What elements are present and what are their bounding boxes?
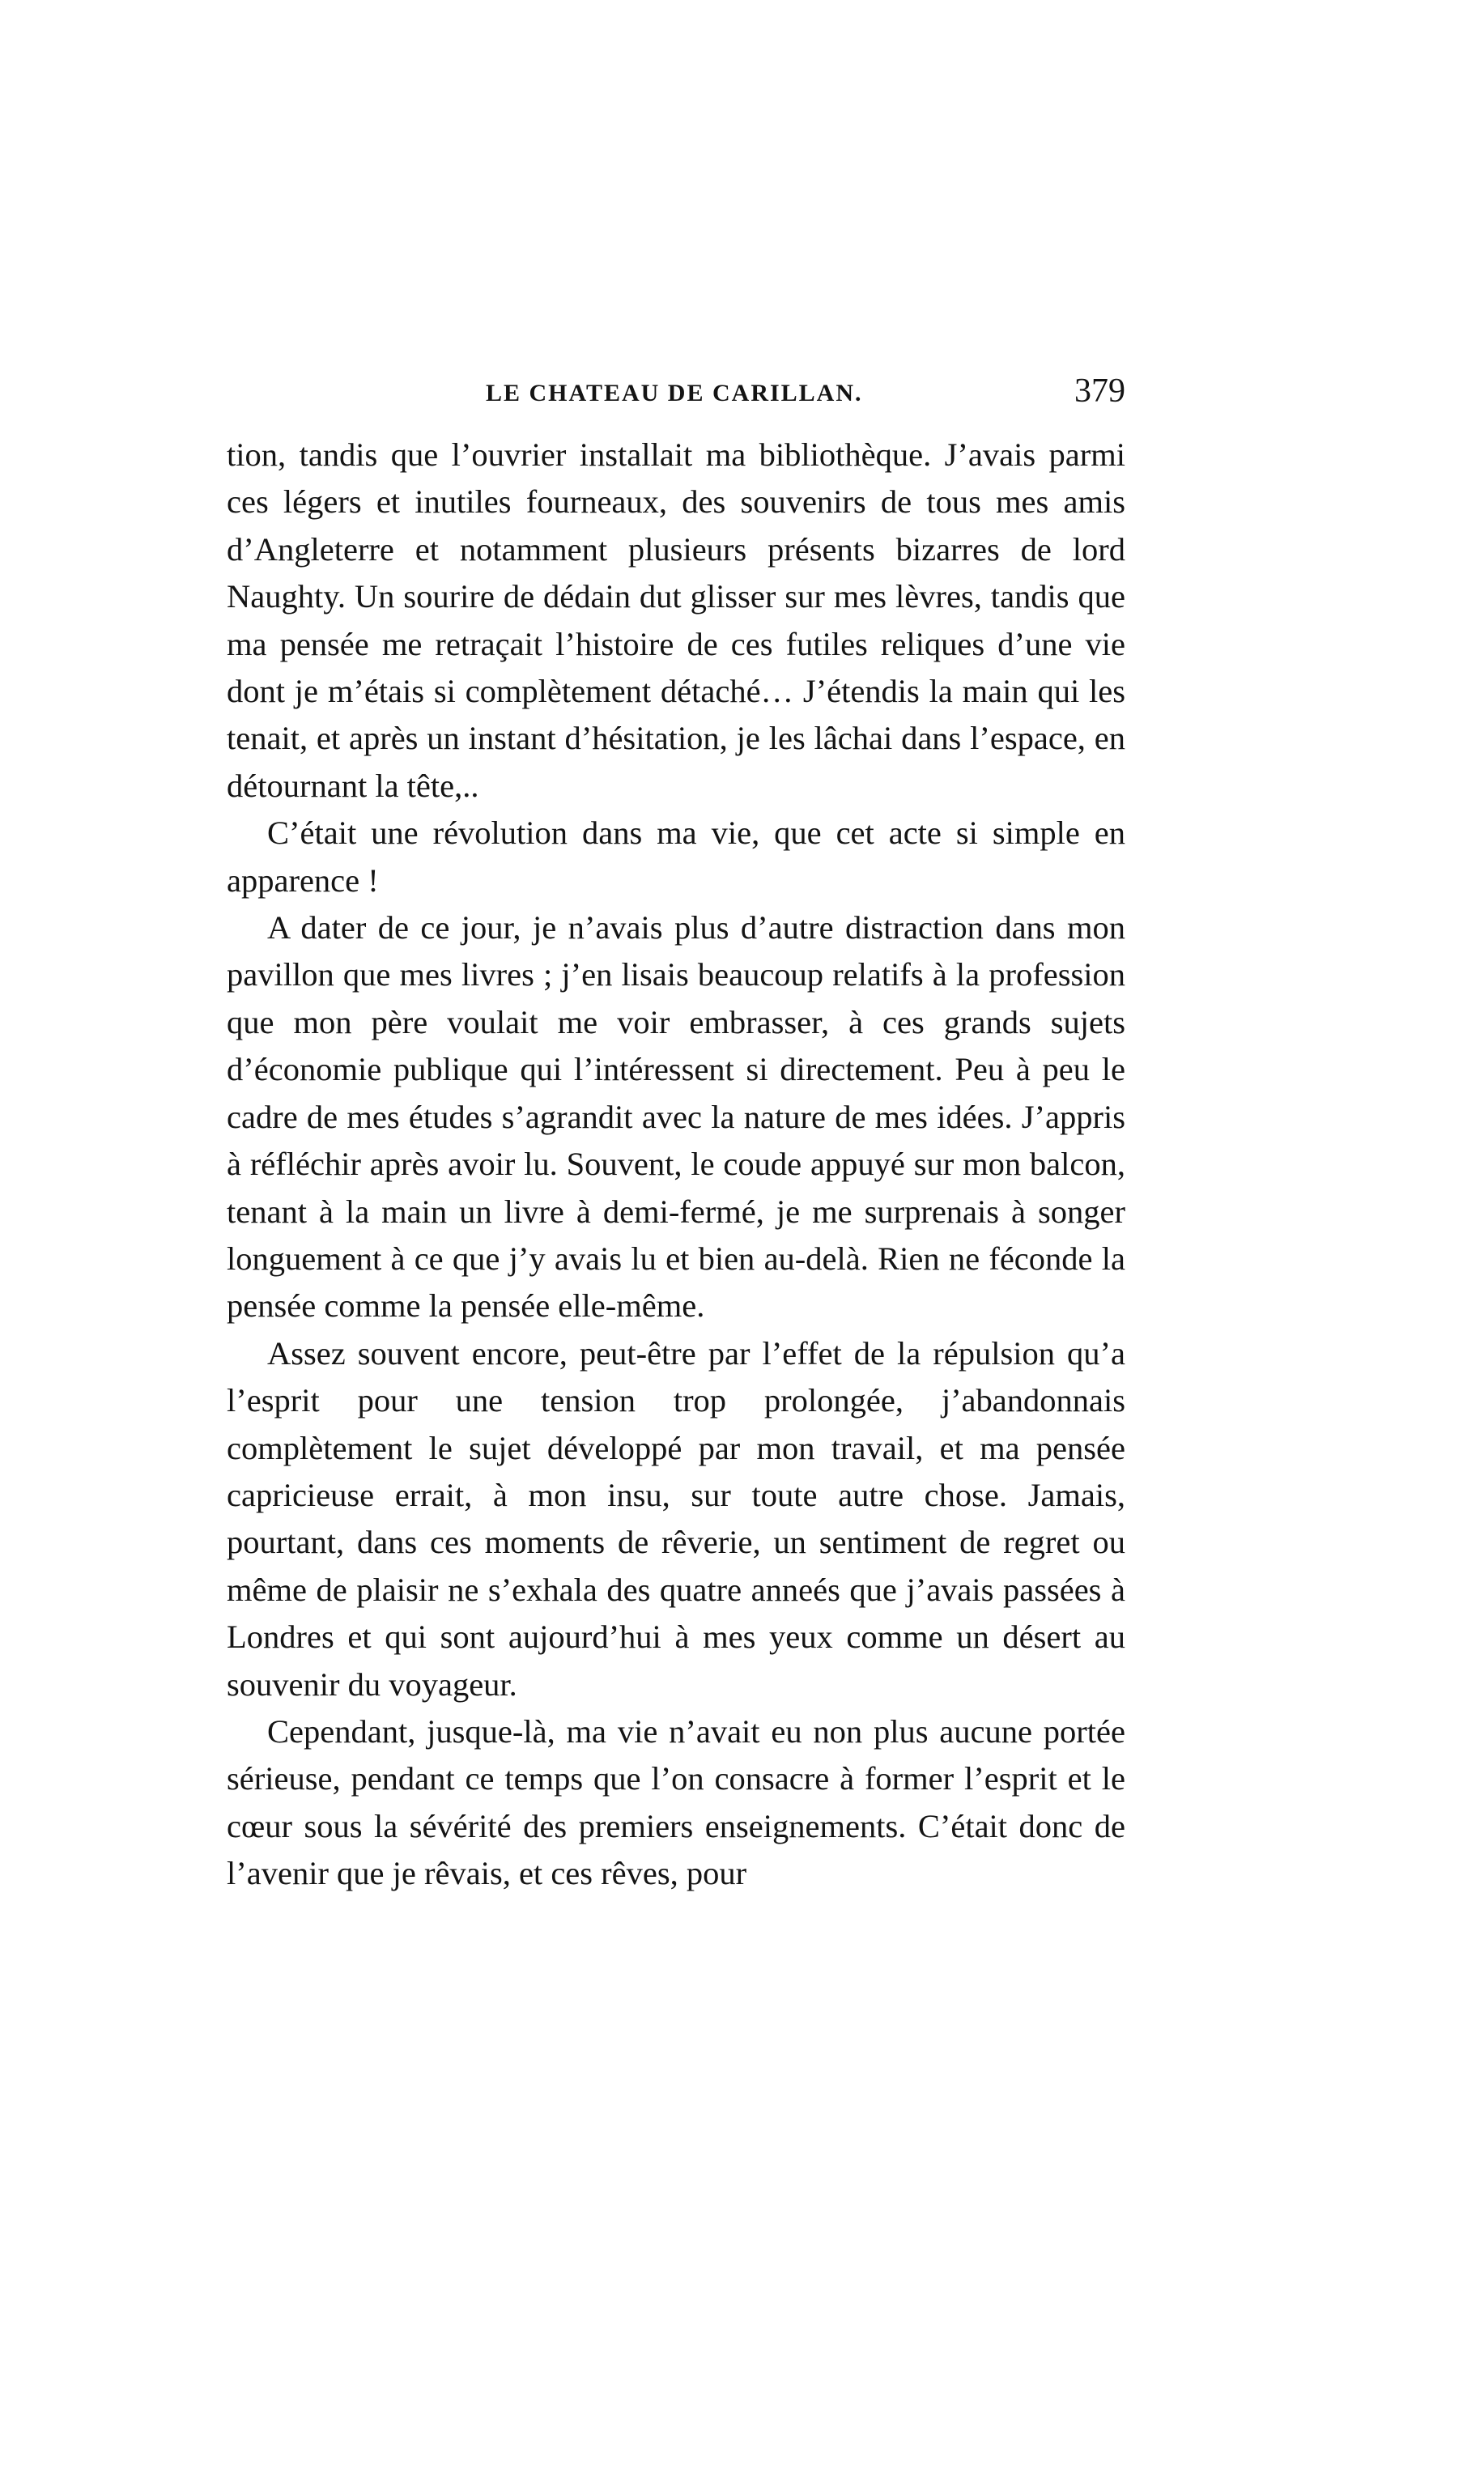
page-header <box>227 368 1125 425</box>
body-text <box>227 432 1125 1898</box>
paragraph: C’était une révolution dans ma vie, que cet acte si simple en apparence ! <box>227 815 1125 899</box>
paragraph: Cependant, jusque-là, ma vie n’avait eu non plus aucune portée sérieuse, pendant ce temps que l’on consacre à former l’esprit et le cœur sous la sévérité des premiers enseignements. C’était donc de l’avenir que je rêvais, et ces rêves, pour <box>227 1712 1125 1892</box>
paragraph: A dater de ce jour, je n’avais plus d’autre distraction dans mon pavillon que mes livres ; j’en lisais beaucoup relatifs à la profession que mon père voulait me voir embrasser, à ces grands sujets d’économie publique qui l’intéressent si directement. Peu à peu le cadre de mes études s’agrandit avec la nature de mes idées. J’appris à réfléchir après avoir lu. Souvent, le coude appuyé sur mon balcon, tenant à la main un livre à demi-fermé, je me surprenais à songer longuement à ce que j’y avais lu et bien au-delà. Rien ne féconde la pensée comme la pensée elle-même. <box>227 909 1125 1325</box>
paragraph: Assez souvent encore, peut-être par l’effet de la répulsion qu’a l’esprit pour une tension trop prolongée, j’abandonnais complètement le sujet développé par mon travail, et ma pensée capricieuse errait, à mon insu, sur toute autre chose. Jamais, pourtant, dans ces moments de rêverie, un sentiment de regret ou même de plaisir ne s’exhala des quatre anneés que j’avais passées à Londres et qui sont aujourd’hui à mes yeux comme un désert au souvenir du voyageur. <box>227 1334 1125 1703</box>
paragraph-continuation: tion, tandis que l’ouvrier installait ma bibliothèque. J’avais parmi ces légers et inutiles fourneaux, des souvenirs de tous mes amis d’Angleterre et notamment plusieurs présents bizarres de lord Naughty. Un sourire de dédain dut glisser sur mes lèvres, tandis que ma pensée me retraçait l’histoire de ces futiles reliques d’une vie dont je m’étais si complètement détaché… J’étendis la main qui les tenait, et après un instant d’hésitation, je les lâchai dans l’espace, en détournant la tête,.. <box>227 436 1125 804</box>
page-number: 379 <box>1074 372 1125 410</box>
book-page <box>227 368 1125 1898</box>
running-title: LE CHATEAU DE CARILLAN. <box>486 380 863 406</box>
